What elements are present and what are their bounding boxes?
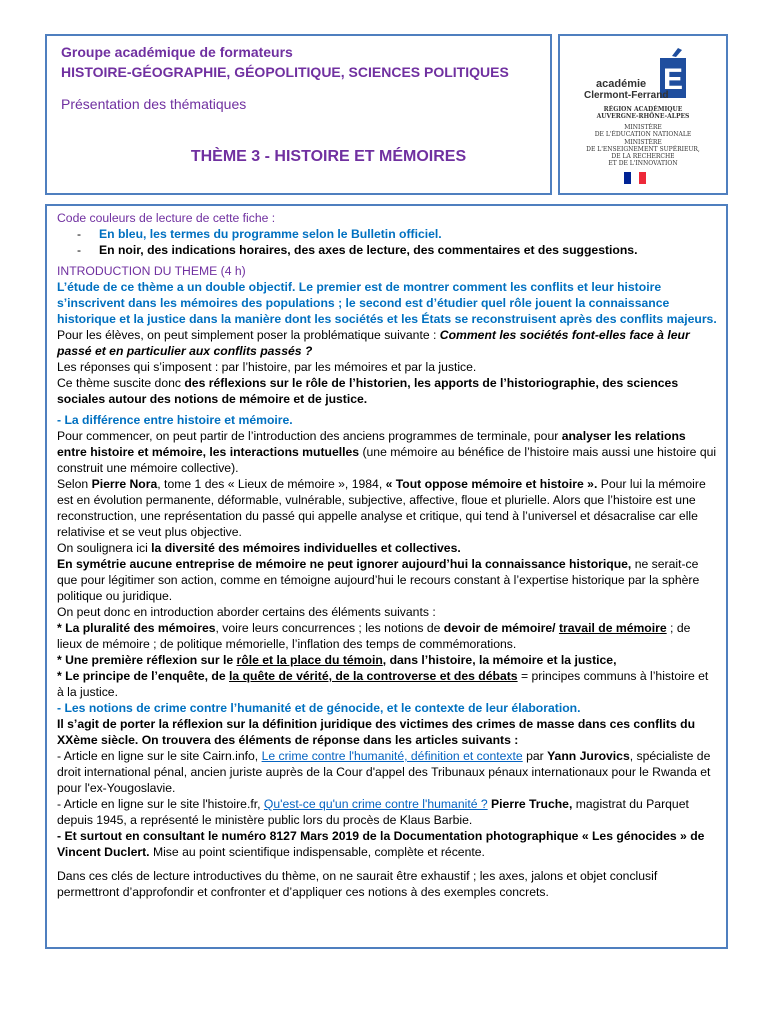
author-name: Pierre Nora (91, 477, 158, 491)
color-code-black-text: En noir, des indications horaires, des axes de lecture, des commentaires et des suggestions. (99, 243, 638, 257)
text-span-bold: , dans l’histoire, la mémoire et la justice, (382, 653, 617, 667)
section1-bullet1 (57, 620, 717, 652)
text-span-bold: En symétrie aucune entreprise de mémoire ne peut ignorer aujourd’hui la connaissance historique, (57, 557, 632, 571)
text-span-bold: - Et surtout en consultant le numéro 8127 Mars 2019 de la Documentation photographique « Les génocides » de Vincent Duclert. (57, 829, 705, 859)
color-code-item-blue (57, 226, 717, 242)
intro-problematique (57, 327, 717, 359)
section2-article2 (57, 796, 717, 828)
section2-heading: - Les notions de crime contre l’humanité et de génocide, et le contexte de leur élaboration. (57, 701, 581, 715)
text-span: (une mémoire au bénéfice de l’histoire mais aussi une histoire qui construit une mémoire collective). (57, 445, 717, 475)
logo-region-2: AUVERGNE-RHÔNE-ALPES (596, 113, 690, 120)
list-dash: - (77, 243, 82, 257)
flag-red-stripe (639, 172, 646, 184)
section2-p1: Il s’agit de porter la réflexion sur la définition juridique des victimes des crimes de masse dans ces conflits du XXème siècle. On trouvera des éléments de réponse dans les articles suivants : (57, 717, 696, 747)
intro-heading-text: INTRODUCTION DU THEME (57, 264, 218, 278)
list-dash: - (77, 227, 82, 241)
section1-bullet3 (57, 668, 717, 700)
color-code-blue-text: En bleu, les termes du programme selon le Bulletin officiel. (99, 227, 442, 241)
main-content-box (45, 204, 728, 949)
intro-hours: (4 h) (217, 264, 246, 278)
header-box (45, 34, 552, 195)
text-span: , voire leurs concurrences ; les notions de (215, 621, 444, 635)
header-subtitle: Présentation des thématiques (61, 96, 247, 112)
fiche-content (57, 210, 717, 900)
section2-article3 (57, 828, 717, 860)
cairn-article-link[interactable]: Le crime contre l'humanité, définition et contexte (261, 749, 523, 763)
logo-ministry-2b: DE L'ENSEIGNEMENT SUPÉRIEUR, (586, 146, 700, 153)
section1-bullet2 (57, 652, 717, 668)
flag-white-stripe (631, 172, 638, 184)
text-span-underlined: travail de mémoire (558, 621, 667, 635)
color-code-title: Code couleurs de lecture de cette fiche : (57, 211, 276, 225)
text-span: Mise au point scientifique indispensable, complète et récente. (149, 845, 485, 859)
text-span-bold: * Le principe de l’enquête, de (57, 669, 230, 683)
intro-reponses: Les réponses qui s’imposent : par l’histoire, par les mémoires et par la justice. (57, 360, 477, 374)
text-span: - Article en ligne sur le site l'histoire.fr, (57, 797, 264, 811)
logo-academie-label: académie (596, 78, 647, 90)
logo-box (558, 34, 728, 195)
page-title: THÈME 3 - HISTOIRE ET MÉMOIRES (190, 148, 467, 165)
section1-p4 (57, 556, 717, 604)
closing-paragraph: Dans ces clés de lecture introductives du thème, on ne saurait être exhaustif ; les axes, jalons et objet conclusif permettront d’approfondir et confronter et d’appliquer ces notions à des exemples concrets. (57, 869, 658, 899)
flag-blue-stripe (624, 172, 631, 184)
section1-p2 (57, 476, 717, 540)
logo-ministry-2c: DE LA RECHERCHE (611, 153, 675, 160)
lhistoire-article-link[interactable]: Qu'est-ce qu'un crime contre l'humanité ? (263, 797, 488, 811)
text-span: ne serait-ce que pour légitimer son action, comme en témoigne aujourd’hui le recours constant à l’expertise historique par la sphère politique ou juridique. (57, 557, 700, 603)
logo-ministry-2a: MINISTÈRE (624, 139, 662, 146)
author-name: Pierre Truche, (491, 797, 573, 811)
text-span: Pour lui la mémoire est en évolution permanente, déformable, vulnérable, subjective, affective, floue et plurielle. Alors que l’histoire est une reconstruction, une représentation du passé qui appelle analyse et critique, qui tend à l’universel et désacralise car elle relativise et se veut plus objective. (57, 477, 706, 539)
section1-p5: On peut donc en introduction aborder certains des éléments suivants : (57, 605, 436, 619)
academie-logo-icon (560, 36, 726, 116)
problematique-question: Comment les sociétés font-elles face à leur passé et en particulier aux conflits passés ? (57, 328, 690, 358)
text-span: ; de lieux de mémoire ; de politique mémorielle, l’inflation des temps de commémorations. (57, 621, 691, 651)
section1-p3 (57, 540, 717, 556)
logo-city-label: Clermont-Ferrand (584, 90, 669, 101)
intro-reflexions (57, 375, 717, 407)
logo-ministry-1a: MINISTÈRE (624, 124, 662, 131)
section1-p1 (57, 428, 717, 476)
text-span-underlined: rôle et la place du témoin (236, 653, 383, 667)
text-span-bold: * Une première réflexion sur le (57, 653, 237, 667)
text-span: , tome 1 des « Lieux de mémoire », 1984, (157, 477, 386, 491)
author-name: Yann Jurovics (547, 749, 630, 763)
section1-heading: - La différence entre histoire et mémoire. (57, 413, 293, 427)
text-span-bold: des réflexions sur le rôle de l’historien, les apports de l’historiographie, des sciences sociales autour des notions de mémoire et de justice. (57, 376, 679, 406)
text-span-bold: * La pluralité des mémoires (57, 621, 216, 635)
text-span: magistrat du Parquet depuis 1945, a représenté le ministère public lors du procès de Klaus Barbie. (57, 797, 689, 827)
text-span-bold: analyser les relations entre histoire et mémoire, les interactions mutuelles (57, 429, 686, 459)
color-code-item-black (57, 242, 717, 258)
quote: « Tout oppose mémoire et histoire ». (385, 477, 598, 491)
text-span: Selon (57, 477, 92, 491)
svg-text:E: E (662, 63, 684, 96)
text-span-underlined: la quête de vérité, de la controverse et des débats (229, 669, 518, 683)
french-flag-icon (624, 172, 646, 184)
intro-heading (57, 263, 717, 279)
header-discipline-line: HISTOIRE-GÉOGRAPHIE, GÉOPOLITIQUE, SCIENCES POLITIQUES (61, 64, 509, 80)
section2-article1 (57, 748, 717, 796)
text-span: Ce thème suscite donc (57, 376, 185, 390)
logo-ministry-1b: DE L'ÉDUCATION NATIONALE (594, 131, 692, 138)
text-span: Pour commencer, on peut partir de l’introduction des anciens programmes de terminale, pour (57, 429, 562, 443)
text-span: On soulignera ici (57, 541, 152, 555)
logo-ministry-2d: ET DE L'INNOVATION (608, 160, 678, 167)
header-group-line: Groupe académique de formateurs (61, 44, 293, 60)
text-span: par (522, 749, 548, 763)
text-span-bold: la diversité des mémoires individuelles et collectives. (151, 541, 461, 555)
intro-blue-paragraph: L’étude de ce thème a un double objectif. Le premier est de montrer comment les conflits et leur histoire s’inscrivent dans les mémoires des populations ; le second est d’étudier quel rôle jouent la connaissance historique et la justice dans la manière dont les sociétés et les États se reconstruisent après des conflits majeurs. (57, 280, 717, 326)
text-span: - Article en ligne sur le site Cairn.info, (57, 749, 262, 763)
text-span-bold: devoir de mémoire/ (443, 621, 559, 635)
text-span: , spécialiste de droit international pénal, ancien juriste auprès de la Cour d'appel des Tribunaux pénaux internationaux pour le Rwanda et pour l'ex-Yougoslavie. (57, 749, 711, 795)
logo-region-1: RÉGION ACADÉMIQUE (603, 106, 683, 113)
text-span: = principes communs à l’histoire et à la justice. (57, 669, 709, 699)
text-span: Pour les élèves, on peut simplement poser la problématique suivante : (57, 328, 440, 342)
